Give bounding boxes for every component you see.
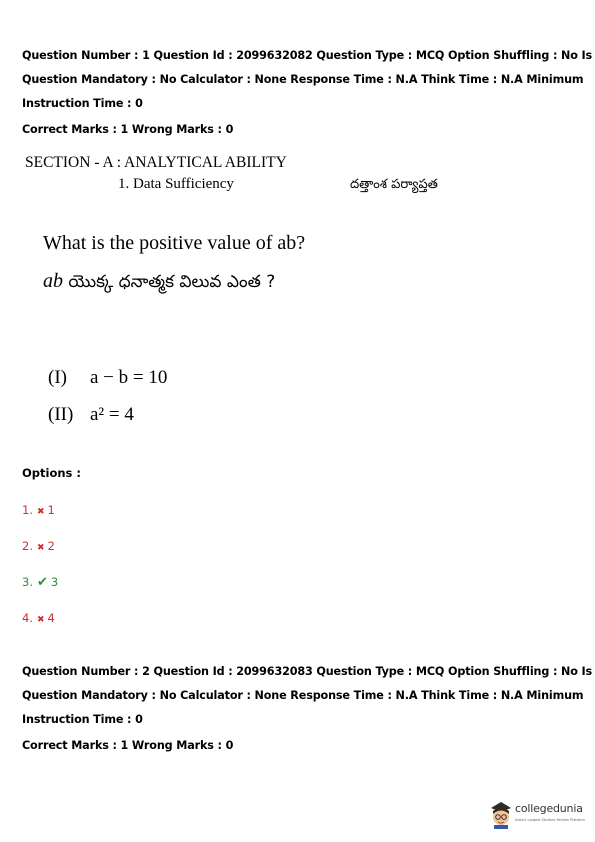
statement-1 [48,366,167,390]
option-1-value: 1 [47,503,55,517]
question-1-meta [22,44,593,116]
option-3[interactable] [22,575,58,590]
cross-icon: ✖ [36,507,45,517]
option-3-number: 3. [22,575,33,589]
student-mascot-icon [488,799,514,829]
option-3-value: 3 [50,575,59,589]
question-text-telugu-rest: యొక్క ధనాత్మక విలువ ఎంత ? [63,272,276,292]
question-variable: ab [43,270,63,292]
collegedunia-logo [488,799,586,831]
question-text-english: What is the positive value of ab? [43,232,306,254]
options-label: Options : [22,466,81,480]
question-2-marks: Correct Marks : 1 Wrong Marks : 0 [22,739,234,752]
option-4-number: 4. [22,611,33,625]
cross-icon: ✖ [36,615,45,625]
question-2-meta-line-2: Question Mandatory : No Calculator : None Response Time : N.A Think Time : N.A Minimum [22,689,584,702]
question-1-marks: Correct Marks : 1 Wrong Marks : 0 [22,123,234,136]
question-1-meta-line-3: Instruction Time : 0 [22,97,143,110]
statement-2-number: (II) [48,404,74,425]
question-1-meta-line-2: Question Mandatory : No Calculator : None Response Time : N.A Think Time : N.A Minimum [22,73,584,86]
section-title: SECTION - A : ANALYTICAL ABILITY [25,154,287,171]
checkmark-icon: ✔ [36,575,48,590]
question-2-meta-line-3: Instruction Time : 0 [22,713,143,726]
cross-icon: ✖ [36,543,45,553]
brand-tagline: India's Largest Student Review Platform [515,818,585,822]
statement-2-expression: a² = 4 [90,404,134,425]
question-1-meta-line-1: Question Number : 1 Question Id : 2099632082 Question Type : MCQ Option Shuffling : No Is [22,49,593,62]
option-2[interactable] [22,539,55,555]
option-4-value: 4 [47,611,55,625]
option-1-number: 1. [22,503,33,517]
subsection-title-telugu: దత్తాంశ పర్యాప్తత [350,177,438,192]
statement-2 [48,403,134,427]
option-2-value: 2 [47,539,55,553]
option-2-number: 2. [22,539,33,553]
brand-name: collegedunia [515,802,583,815]
option-1[interactable] [22,503,55,519]
option-4[interactable] [22,611,55,627]
statement-1-number: (I) [48,367,67,388]
subsection-title: 1. Data Sufficiency [118,176,234,192]
question-text-telugu [43,268,275,295]
statement-1-expression: a − b = 10 [90,367,168,388]
question-2-meta-line-1: Question Number : 2 Question Id : 2099632083 Question Type : MCQ Option Shuffling : No Is [22,665,593,678]
question-2-meta [22,660,593,732]
